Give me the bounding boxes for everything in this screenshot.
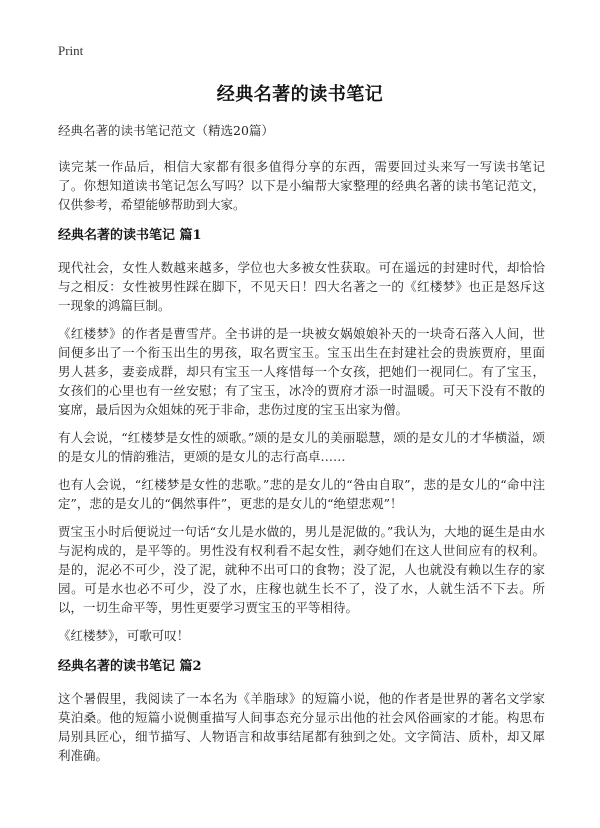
section-1-paragraph-6: 《红楼梦》，可歌可叹！ [58, 628, 190, 643]
page-title: 经典名著的读书笔记 [216, 84, 384, 105]
section-2-paragraph-1: 这个暑假里，我阅读了一本名为《羊脂球》的短篇小说，他的作者是世界的著名文学家莫泊桑。他的短篇小说侧重描写人间事态充分显示出他的社会风俗画家的才能。构思布局别具匠心，细节描写、人物语言和故事结尾都有独到之处。文字简洁、质朴，却又犀利准确。 [58, 691, 545, 763]
section-1-paragraph-4: 也有人会说，“红楼梦是女性的悲歌。”悲的是女儿的“咎由自取”，悲的是女儿的“命中注定”，悲的是女儿的“偶然事件”，更悲的是女儿的“绝望悲观”！ [58, 477, 545, 511]
section-1-paragraph-2: 《红楼梦》的作者是曹雪芹。全书讲的是一块被女娲娘娘补天的一块奇石落入人间，世间便多出了一个衔玉出生的男孩，取名贾宝玉。宝玉出生在封建社会的贵族贾府，里面男人甚多，妻妾成群，却只有宝玉一人疼惜每一个女孩，把她们一视同仁。有了宝玉，女孩们的心里也有一丝安慰；有了宝玉，冰冷的贾府才添一时温暖。可天下没有不散的宴席，最后因为众姐妹的死于非命，悲伤过度的宝玉出家为僧。 [58, 326, 545, 417]
section-1-paragraph-5: 贾宝玉小时后便说过一句话“女儿是水做的，男儿是泥做的。”我认为，大地的诞生是由水与泥构成的，是平等的。男性没有权利看不起女性，剥夺她们在这人世间应有的权利。是的，泥必不可少，没了泥，就种不出可口的食物；没了泥，人也就没有赖以生存的家园。可是水也必不可少，没了水，庄稼也就生长不了，没了水，人就生活不下去。所以，一切生命平等，男性更要学习贾宝玉的平等相待。 [58, 524, 545, 615]
section-heading-2: 经典名著的读书笔记 篇2 [58, 659, 202, 674]
print-link[interactable]: Print [58, 43, 84, 58]
article-subtitle: 经典名著的读书笔记范文（精选20篇） [58, 123, 274, 138]
section-heading-1: 经典名著的读书笔记 篇1 [58, 228, 202, 243]
section-1-paragraph-3: 有人会说，“红楼梦是女性的颂歌。”颂的是女儿的美丽聪慧，颂的是女儿的才华横溢，颂的是女儿的情韵雅洁，更颂的是女儿的志行高卓…… [58, 430, 545, 464]
article-body [58, 122, 545, 774]
section-1-paragraph-1: 现代社会，女性人数越来越多，学位也大多被女性获取。可在遥远的封建时代，却恰恰与之相反：女性被男性踩在脚下，不见天日！四大名著之一的《红楼梦》也正是怒斥这一现象的鸿篇巨制。 [58, 260, 545, 313]
intro-paragraph: 读完某一作品后，相信大家都有很多值得分享的东西，需要回过头来写一写读书笔记了。你想知道读书笔记怎么写吗？以下是小编帮大家整理的经典名著的读书笔记范文，仅供参考，希望能够帮助到大家。 [58, 159, 545, 212]
